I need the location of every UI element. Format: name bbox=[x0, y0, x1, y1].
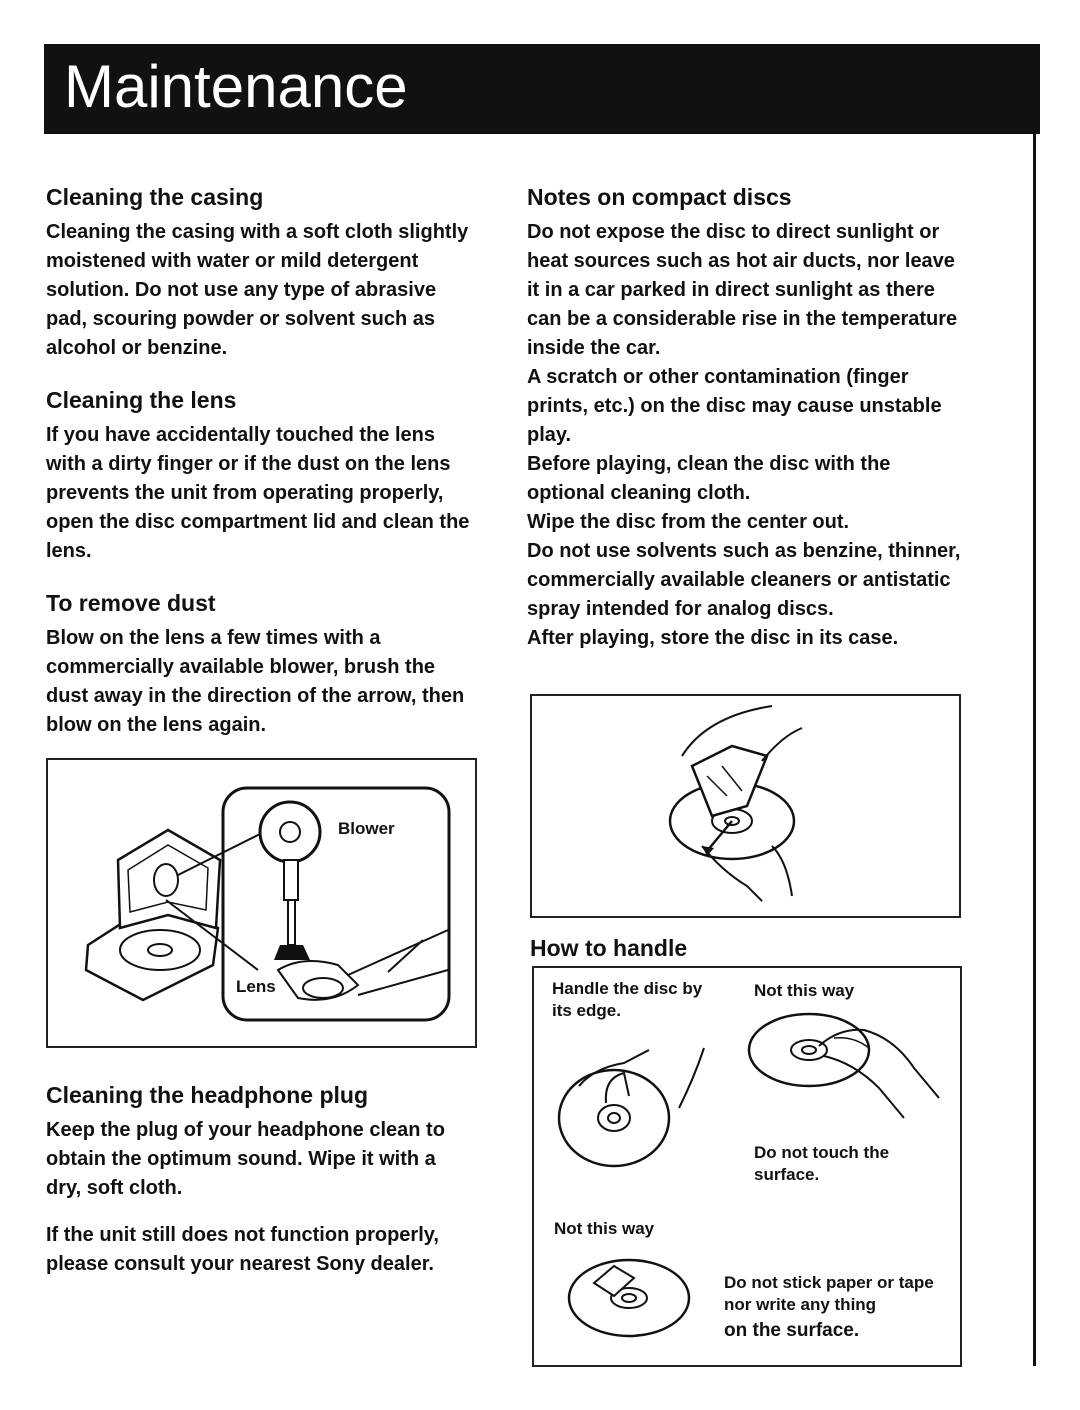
handle-heading: How to handle bbox=[530, 935, 688, 961]
lens-body: If you have accidentally touched the lens with a dirty finger or if the dust on the lens prevents the unit from operating properly, open the disc compartment lid and clean the lens. bbox=[46, 424, 470, 562]
page-title: Maintenance bbox=[64, 53, 408, 120]
right-column bbox=[527, 182, 963, 653]
no-stick-caption-end: on the surface. bbox=[724, 1320, 860, 1341]
lens-cleaning-illustration bbox=[48, 760, 475, 1046]
not-this-way-label-1: Not this way bbox=[754, 981, 855, 1000]
title-bar bbox=[44, 44, 1040, 134]
disc-wiping-figure bbox=[530, 694, 961, 918]
lens-label: Lens bbox=[236, 977, 276, 996]
disc-wiping-illustration bbox=[532, 696, 959, 916]
blower-label: Blower bbox=[338, 819, 395, 838]
right-edge-rule bbox=[1033, 134, 1036, 1366]
no-touch-caption: Do not touch the surface. bbox=[754, 1143, 890, 1184]
no-stick-caption: Do not stick paper or tape nor write any thing bbox=[724, 1273, 934, 1314]
casing-section bbox=[46, 182, 476, 363]
plug-section bbox=[46, 1080, 476, 1279]
plug-body: Keep the plug of your headphone clean to obtain the optimum sound. Wipe it with a dry, soft cloth. bbox=[46, 1119, 445, 1199]
discs-para-5: Do not use solvents such as benzine, thinner, commercially available cleaners or antistatic spray intended for analog discs. bbox=[527, 540, 961, 620]
casing-body: Cleaning the casing with a soft cloth slightly moistened with water or mild detergent solution. Do not use any type of abrasive pad, scouring powder or solvent such as alcohol or benzine. bbox=[46, 221, 469, 359]
casing-heading: Cleaning the casing bbox=[46, 184, 264, 210]
lens-cleaning-figure bbox=[46, 758, 477, 1048]
discs-heading: Notes on compact discs bbox=[527, 184, 792, 210]
discs-para-6: After playing, store the disc in its case. bbox=[527, 627, 899, 649]
dust-section bbox=[46, 588, 476, 740]
dust-body: Blow on the lens a few times with a commercially available blower, brush the dust away in the direction of the arrow, then blow on the lens again. bbox=[46, 627, 465, 736]
left-column bbox=[46, 182, 476, 762]
lens-section bbox=[46, 385, 476, 566]
discs-para-2: A scratch or other contamination (finger prints, etc.) on the disc may cause unstable play. bbox=[527, 366, 942, 446]
discs-para-1: Do not expose the disc to direct sunlight or heat sources such as hot air ducts, nor leave it in a car parked in direct sunlight as there can be a considerable rise in the temperature inside the car. bbox=[527, 221, 958, 359]
discs-para-3: Before playing, clean the disc with the optional cleaning cloth. bbox=[527, 453, 891, 504]
discs-para-4: Wipe the disc from the center out. bbox=[527, 511, 850, 533]
edge-caption: Handle the disc by its edge. bbox=[552, 979, 703, 1020]
disc-handling-figure bbox=[532, 966, 962, 1367]
plug-heading: Cleaning the headphone plug bbox=[46, 1082, 368, 1108]
dust-heading: To remove dust bbox=[46, 590, 216, 616]
footer-note: If the unit still does not function properly, please consult your nearest Sony dealer. bbox=[46, 1224, 439, 1275]
lens-heading: Cleaning the lens bbox=[46, 387, 237, 413]
not-this-way-label-2: Not this way bbox=[554, 1219, 655, 1238]
